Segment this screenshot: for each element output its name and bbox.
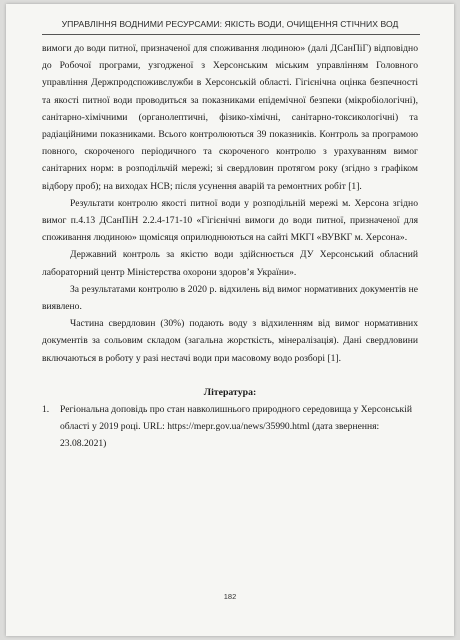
- paragraph-results: Результати контролю якості питної води у розподільній мережі м. Херсона згідно вимог п.4.13 ДСанПіН 2.2.4-171-10 «Гігієнічні вимоги до води питної, призначеної для споживання людиною» щомісяця оприлюднюються на сайті МКГІ «ВУВКГ м. Херсона».: [42, 197, 418, 244]
- paragraph-2020-results: За результатами контролю в 2020 р. відхилень від вимог нормативних документів не виявлено.: [42, 283, 418, 313]
- paragraph-state-control: Державний контроль за якістю води здійснюється ДУ Херсонський обласний лабораторний центр Міністерства охорони здоров’я України».: [42, 249, 418, 278]
- document-body: [42, 40, 418, 453]
- reference-text: Регіональна доповідь про стан навколишнього природного середовища у Херсонській області у 2019 році. URL: https://mepr.gov.ua/news/35990.html (дата звернення: 23.08.2021): [60, 404, 413, 450]
- literature-heading: Література:: [203, 386, 257, 398]
- header-divider: [42, 34, 420, 35]
- reference-item: [42, 401, 418, 453]
- page-number: 182: [223, 592, 237, 601]
- document-page: [6, 4, 454, 636]
- running-header: УПРАВЛІННЯ ВОДНИМИ РЕСУРСАМИ: ЯКІСТЬ ВОДИ, ОЧИЩЕННЯ СТІЧНИХ ВОД: [61, 19, 399, 29]
- reference-number: 1.: [42, 404, 50, 416]
- paragraph-continued: вимоги до води питної, призначеної для споживання людиною» (далі ДСанПіГ) відповідно до Робочої програми, узгодженої з Херсонським міським управлінням Головного управління Держпродспоживслужби в Херсонській області. Гігієнічна оцінка безпечності та якості питної води проводиться за показниками епідемічної безпеки (мікробіологічні), санітарно-хімічними (органолептичні, фізико-хімічні, санітарно-токсикологічні) та радіаційними показниками. Всього контролюються 39 показників. Контроль за програмою повного, скороченого періодичного та скороченого контролю з урахуванням вимог санітарних норм: в розподільчій мережі; зі свердловин протягом року (згідно з графіком відбору проб); на виходах НСВ; після усунення аварій та ремонтних робіт [1].: [42, 43, 418, 192]
- paragraph-wells: Частина свердловин (30%) подають воду з відхиленням від вимог нормативних документів за сольовим складом (загальна жорсткість, мінералізація). Дані свердловини включаються в роботу у разі нестачі води при масовому водо розборі [1].: [42, 318, 418, 364]
